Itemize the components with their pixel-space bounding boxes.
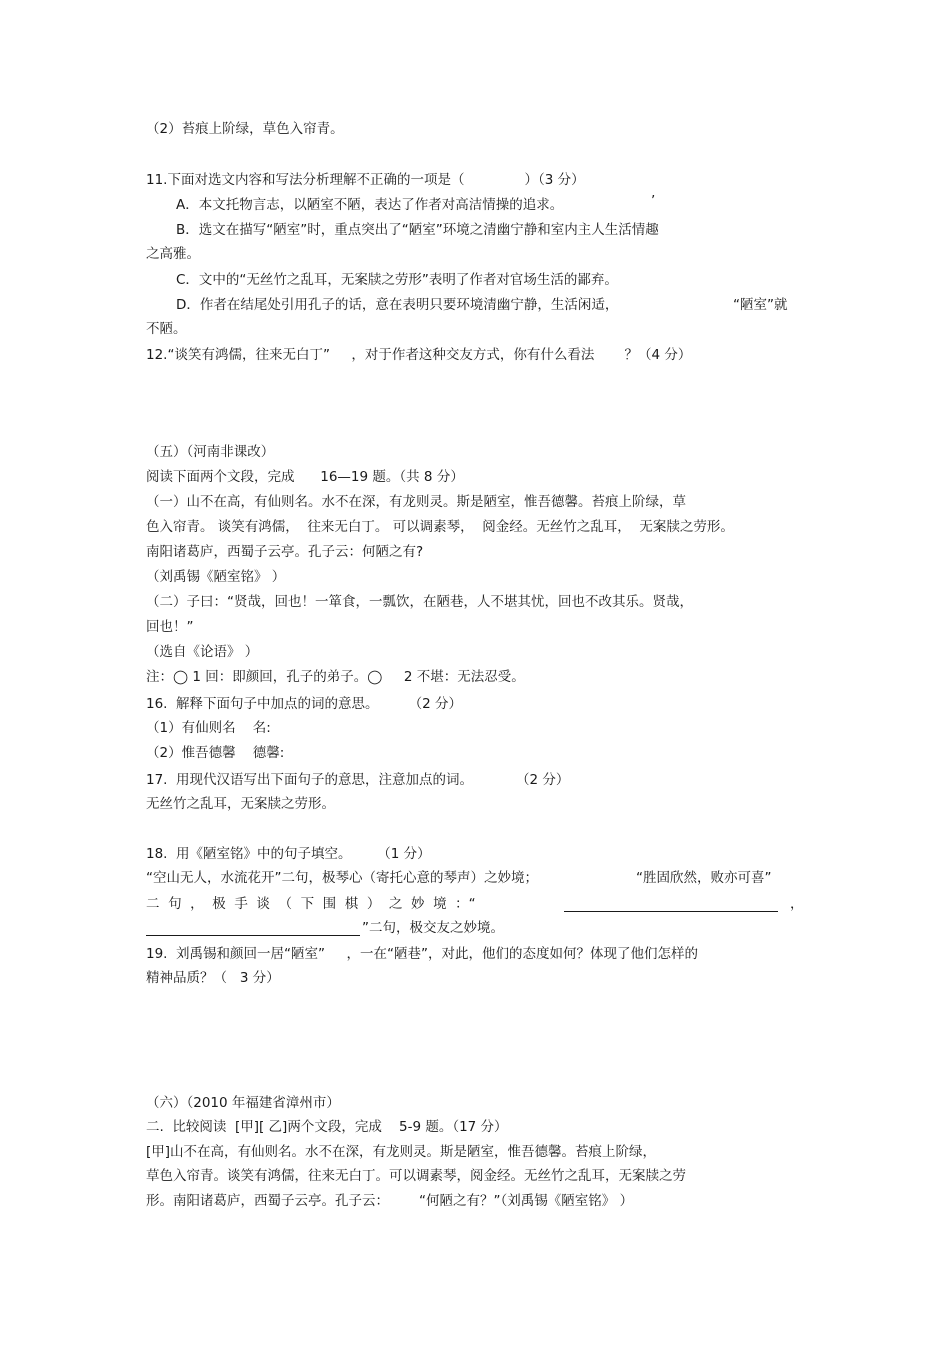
passage-line: [甲]山不在高，有仙则名。水不在深，有龙则灵。斯是陋室，惟吾德馨。苔痕上阶绿， xyxy=(146,1144,657,1160)
question-19-continued: 精神品质？（ 3 分） xyxy=(146,970,280,986)
section-heading: （六）（2010 年福建省漳州市） xyxy=(146,1095,340,1111)
question-17-sentence: 无丝竹之乱耳，无案牍之劳形。 xyxy=(146,796,335,812)
instruction: 二. 比较阅读 [甲][ 乙]两个文段，完成 5-9 题。（17 分） xyxy=(146,1119,508,1135)
question-16: 16. 解释下面句子中加点的词的意思。 （2 分） xyxy=(146,696,462,712)
question-16-item-2: （2）惟吾德馨 德馨: xyxy=(146,745,285,761)
footnote: 注：◯ 1 回：即颜回，孔子的弟子。◯ 2 不堪：无法忍受。 xyxy=(146,669,525,685)
section-heading: （五）（河南非课改） xyxy=(146,444,275,460)
option-d-tail: “陋室”就 xyxy=(733,297,788,313)
source-note: （刘禹锡《陋室铭》 ） xyxy=(146,569,286,585)
question-16-item-1: （1）有仙则名 名: xyxy=(146,720,271,736)
answer-blank[interactable] xyxy=(564,898,778,912)
passage-line: 色入帘青。 谈笑有鸿儒， 往来无白丁。 可以调素琴， 阅金经。无丝竹之乱耳， 无案牍之劳形。 xyxy=(146,519,734,535)
passage-line: （一）山不在高，有仙则名。水不在深，有龙则灵。斯是陋室，惟吾德馨。苔痕上阶绿，草 xyxy=(146,494,686,510)
question-18: 18. 用《陋室铭》中的句子填空。 （1 分） xyxy=(146,846,431,862)
option-b: B．选文在描写“陋室”时，重点突出了“陋室”环境之清幽宁静和室内主人生活情趣 xyxy=(176,222,659,238)
comma: ， xyxy=(790,896,804,912)
question-11: 11.下面对选文内容和写法分析理解不正确的一项是（ ）（3 分） xyxy=(146,172,585,188)
passage-line: 回也！” xyxy=(146,619,194,635)
option-c: C．文中的“无丝竹之乱耳，无案牍之劳形”表明了作者对官场生活的鄙弃。 xyxy=(176,272,618,288)
passage-line: 草色入帘青。谈笑有鸿儒，往来无白丁。可以调素琴，阅金经。无丝竹之乱耳，无案牍之劳 xyxy=(146,1168,686,1184)
answer-blank[interactable] xyxy=(146,922,360,936)
option-d: D．作者在结尾处引用孔子的话，意在表明只要环境清幽宁静，生活闲适， xyxy=(176,297,619,313)
option-a: A．本文托物言志，以陋室不陋，表达了作者对高洁情操的追求。 xyxy=(176,197,564,213)
passage-line: （二）子曰：“贤哉，回也！一箪食，一瓢饮，在陋巷，人不堪其忧，回也不改其乐。贤哉， xyxy=(146,594,693,610)
option-d-continued: 不陋。 xyxy=(146,321,187,337)
source-note: （选自《论语》 ） xyxy=(146,644,259,660)
passage-line: 形。南阳诸葛庐，西蜀子云亭。孔子云： “何陋之有？”（刘禹锡《陋室铭》 ） xyxy=(146,1193,634,1209)
question-18-text: 二 句 ， 极 手 谈 （ 下 围 棋 ） 之 妙 境 ：“ xyxy=(146,896,476,912)
passage-line: 南阳诸葛庐，西蜀子云亭。孔子云：何陋之有? xyxy=(146,544,424,560)
question-12: 12.“谈笑有鸿儒，往来无白丁” ，对于作者这种交友方式，你有什么看法 ？（4 分） xyxy=(146,347,692,363)
question-18-text: ”二句，极交友之妙境。 xyxy=(362,920,504,936)
stray-mark: ’ xyxy=(651,193,656,209)
question-18-quote: “胜固欣然，败亦可喜” xyxy=(636,870,772,886)
question-19: 19. 刘禹锡和颜回一居“陋室” ，一在“陋巷”，对此，他们的态度如何？体现了他们怎样的 xyxy=(146,946,698,962)
question-17: 17. 用现代汉语写出下面句子的意思，注意加点的词。 （2 分） xyxy=(146,772,570,788)
instruction: 阅读下面两个文段，完成 16—19 题。（共 8 分） xyxy=(146,469,464,485)
text-line: （2）苔痕上阶绿，草色入帘青。 xyxy=(146,121,344,137)
question-18-text: “空山无人，水流花开”二句，极琴心（寄托心意的琴声）之妙境； xyxy=(146,870,538,886)
option-b-continued: 之高雅。 xyxy=(146,246,200,262)
